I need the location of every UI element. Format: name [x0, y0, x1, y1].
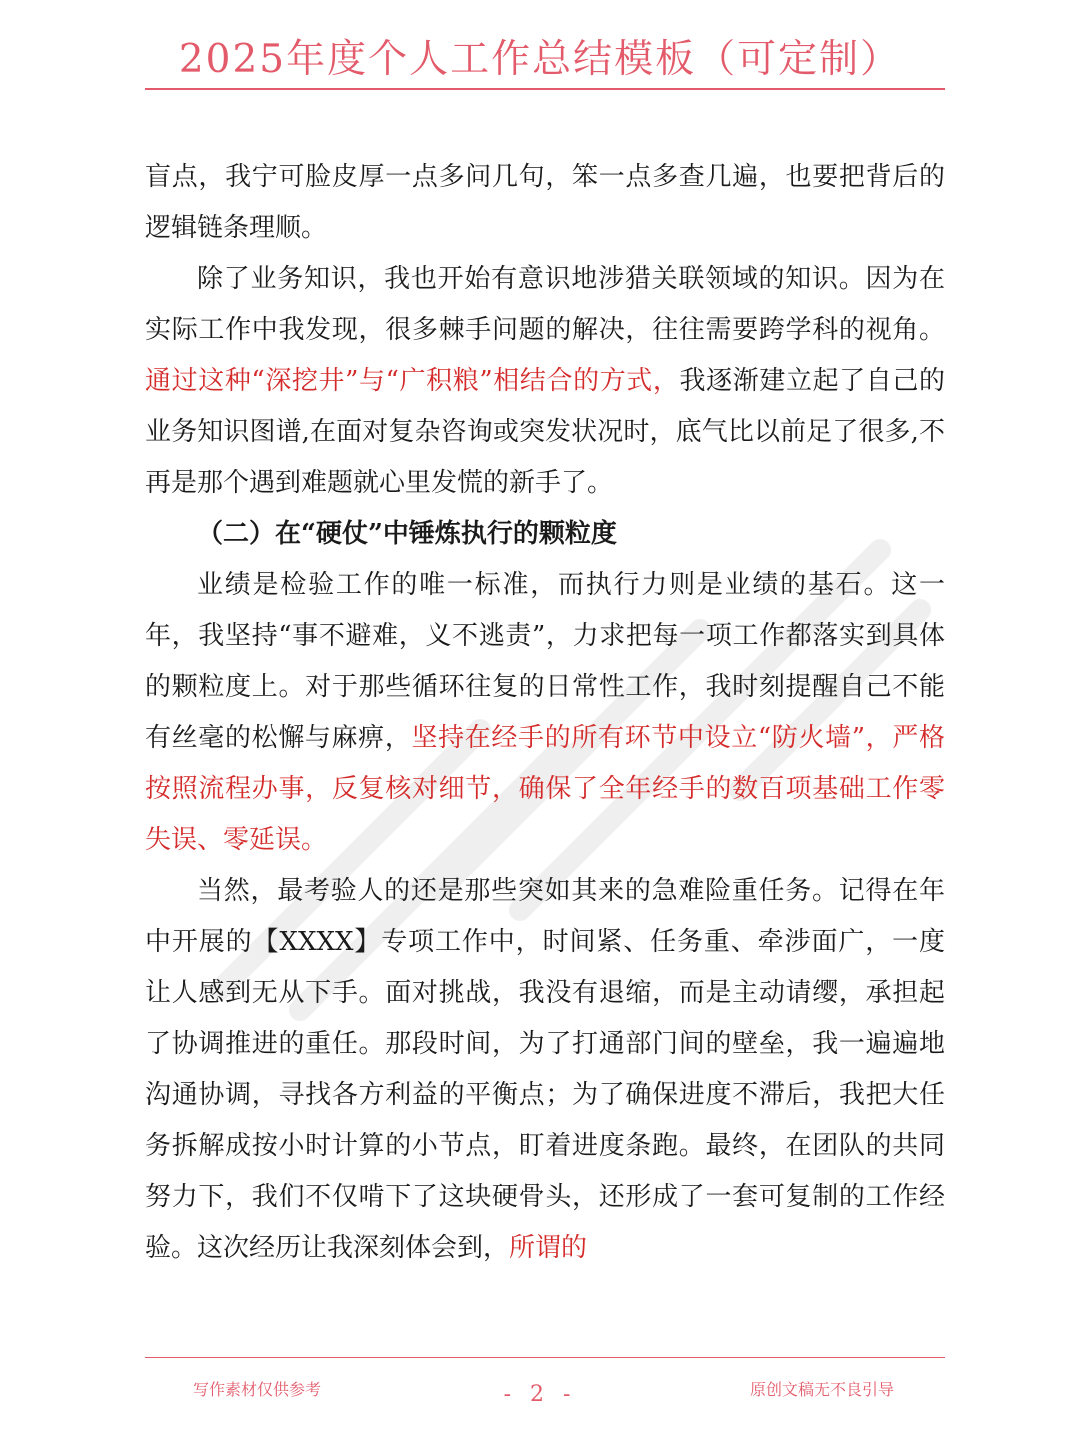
page-number: - 2 - — [503, 1382, 577, 1407]
body-text-run: 盲点，我宁可脸皮厚一点多问几句，笨一点多查几遍，也要把背后的逻辑链条理顺。 — [145, 162, 945, 243]
footer-divider — [145, 1357, 945, 1358]
body-text-run: 业绩是检验工作的唯一标准，而执行力则是业绩的基石。这一年，我坚持“事不避难，义不逃责”，力求把每一项工作都落实到具体的颗粒度上。对于那些循环往复的日常性工作，我时刻提醒自己不能有丝毫的松懈与麻痹， — [145, 570, 945, 753]
footer-left-note: 写作素材仅供参考 — [193, 1380, 322, 1399]
footer-right-note: 原创文稿无不良引导 — [749, 1380, 894, 1399]
highlight-text: 通过这种“深挖井”与“广积粮”相结合的方式， — [145, 366, 680, 396]
paragraph-2 — [145, 254, 945, 509]
document-body — [145, 152, 945, 1274]
paragraph-1 — [145, 152, 945, 254]
body-text-run: 除了业务知识，我也开始有意识地涉猎关联领域的知识。因为在实际工作中我发现，很多棘手问题的解决，往往需要跨学科的视角。 — [145, 264, 945, 345]
body-text-run: 当然，最考验人的还是那些突如其来的急难险重任务。记得在年中开展的【XXXX】专项工作中，时间紧、任务重、牵涉面广，一度让人感到无从下手。面对挑战，我没有退缩，而是主动请缨，承担起了协调推进的重任。那段时间，为了打通部门间的壁垒，我一遍遍地沟通协调，寻找各方利益的平衡点；为了确保进度不滞后，我把大任务拆解成按小时计算的小节点，盯着进度条跑。最终，在团队的共同努力下，我们不仅啃下了这块硬骨头，还形成了一套可复制的工作经验。这次经历让我深刻体会到， — [145, 876, 945, 1263]
highlight-text: 所谓的 — [509, 1233, 588, 1263]
paragraph-3 — [145, 560, 945, 866]
section-heading: （二）在“硬仗”中锤炼执行的颗粒度 — [197, 519, 617, 549]
page-title: 2025年度个人工作总结模板（可定制） — [178, 37, 902, 82]
paragraph-4 — [145, 866, 945, 1274]
header-divider — [145, 88, 945, 90]
highlight-text: 坚持在经手的所有环节中设立“防火墙”，严格按照流程办事，反复核对细节，确保了全年经手的数百项基础工作零失误、零延误。 — [145, 723, 945, 855]
body-text-run: 我逐渐建立起了自己的业务知识图谱,在面对复杂咨询或突发状况时，底气比以前足了很多,不再是那个遇到难题就心里发慌的新手了。 — [145, 366, 945, 498]
